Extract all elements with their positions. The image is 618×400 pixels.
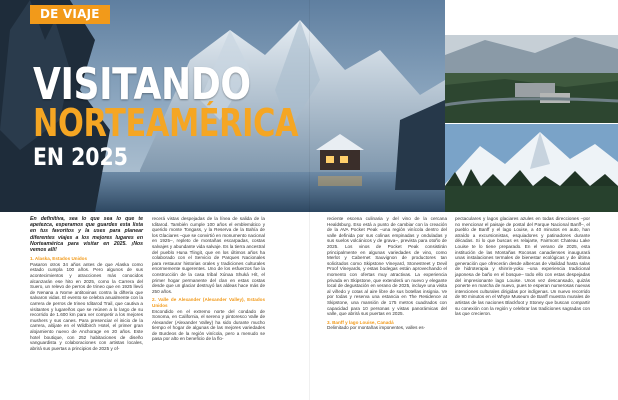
headline-line-2: NORTEAMÉRICA <box>33 101 299 145</box>
subhead-banff: 3. Banff y lago Louise, Canadá <box>327 319 394 325</box>
body-paragraph: recerá vistas despejadas de la línea de salida de la Iditarod. También cumple 100 años el emblemático y querido monte Tongass, y la Reserva de la Bahía de los Glaciares –que se convirtió en monumento nacional en 1925–, repleto de montañas escarpadas, costas salvajes y abundante vida salvaje. Es la tierra ancestral del pueblo Huna Tlingit, que en los últimos años ha colaborado con el Servicio de Parques Nacionales para restaurar historias orales y tradiciones culturales enormemente sugerentes. Uno de los esfuerzos fue la construcción de la casa tribal Xúnaa Shuká Hít, el primer hogar permanente del clan en estas costas desde que un glaciar destruyó las aldeas hace más de 250 años. <box>152 216 265 294</box>
subhead-alexander-valley: 2. Valle de Alexander (Alexander Valley), Estados Unidos <box>152 297 265 308</box>
body-paragraph: Escondido en el extremo norte del condado de Sonoma, en California, el sereno y pintoresco Valle de Alexander (Alexander Valley) ha sido durante mucho tiempo el hogar de algunas de las mejores variedades de Burdeos de la región vinícola, pero a menudo se pasa por alto en beneficio de la flo- <box>152 308 265 342</box>
lead-paragraph: En definitiva, sea lo que sea lo que te apetezca, esperamos que guardes esta lista en tus favoritos y la uses para planear diferentes viajes a los mejores lugares en Norteamérica para visitar en 2025. ¡Nos vemos allí! <box>30 216 143 254</box>
headline-line-3: EN 2025 <box>33 143 128 171</box>
aerial-town-photo <box>445 35 618 123</box>
page-gutter <box>309 0 310 400</box>
subhead-alaska: 1. Alaska, Estados Unidos <box>30 256 88 262</box>
text-column-1 <box>30 216 143 351</box>
headline-line-1: VISITANDO <box>33 59 251 110</box>
snowy-mountain-image <box>445 124 618 212</box>
text-column-4 <box>455 216 590 317</box>
body-paragraph: Delimitado por montañas imponentes, valles es- <box>327 325 426 331</box>
body-paragraph: reciente escena culinaria y del vino de la cercana Healdsburg. Eso está a punto de cambiar con la creación de la AVA Pocket Peak –una región vinícola dentro del valle definida por sus colinas empinadas y onduladas y sus suelos volcánicos y de grava–, prevista para otoño de 2025. Los vinos de Pocket Peak consistirán principalmente en algunas variedades de vino, como Merlot y Cabernet Sauvignon de productores tan solicitados como Skipstone Vineyard, Stonestreet y Devil Proof Vineyards, y estas bodegas están aprovechando el momento con ofertas muy atractivas. La experiencia privada en Skipstone, que extenderá un nuevo y elegante local de degustación en verano de 2025, incluye una visita al viñedo y cotas al aire libre de sus botellas insignia. Ve por todas y reserva una estancia en The Residence at Skipstone, una mansión de 175 metros cuadrados con capacidad para 10 personas y vistas panorámicas del valle, que abrirá sus puertas en 2025. <box>327 216 447 317</box>
section-tag: DE VIAJE <box>30 5 110 24</box>
text-column-3 <box>327 216 447 331</box>
headline <box>33 59 333 171</box>
body-paragraph: Pasaron otros 34 años antes de que Alaska como estado cumpla 100 años. Pero algunos de sus acontecimientos y atracciones más conocidos alcanzarán ese hito en 2025, como la Carrera del Suero, un relevo de perros de trineo que en 1925 llevó de Nenana a Nome antitoxinas contra la difteria que salvaron vidas. El evento se celebra anualmente con la carrera de perros de trineo Iditarod Trail, que cautiva a visitantes y lugareños que se reúnen a lo largo de su recorrido de 1.600 km para ver competir a los mejores mushers y sus canes. Para presenciar el inicio de la carrera, alójate en el Wildbirch Hotel, el primer gran alojamiento nuevo de Anchorage en 20 años. Este hotel boutique, con 252 habitaciones de diseño vanguardista y colaboraciones con artistas locales, abrirá sus puertas a principios de 2025 y of- <box>30 261 143 351</box>
snowy-mountain-photo <box>445 124 618 212</box>
body-paragraph: pectaculares y lagos glaciares azules en todas direcciones –por no mencionar el paisaje de postal del Parque Nacional Banff–, el pueblo de Banff y el lago Louise, a 40 minutos en auto, han atraído a excursionistas, esquiadores y patinadores durante décadas. Si lo que buscas es relajarte, Fairmont Chateau Lake Louise te lo tiene preparado. En el verano de 2025, esta institución de las Montañas Rocosas canadienses inaugurará unas instalaciones termales de bienestar ecológicas y de última generación que ofrecerán desde albercas de vitalidad hasta salas de hidroterapia y shinrin-yoku –una experiencia tradicional japonesa de baño en el bosque– todo ello con estas despejadas del impresionante lago Louise. Unos vez descansado, quizás ponerte en marcha de nuevo, pues te esperan numerosas nuevas intenciones culturales dirigidas por indígenas. Un nuevo recorrido de 90 minutos en el Whyte Museum de Banff muestra murales de artistas de las naciones Blackfoot y Stoney que buscan compartir su conexión con la región y celebrar las tradiciones sagradas con las que crecieron. <box>455 216 590 317</box>
text-column-2 <box>152 216 265 342</box>
aerial-town-image <box>445 35 618 123</box>
hero-photo <box>0 0 445 212</box>
